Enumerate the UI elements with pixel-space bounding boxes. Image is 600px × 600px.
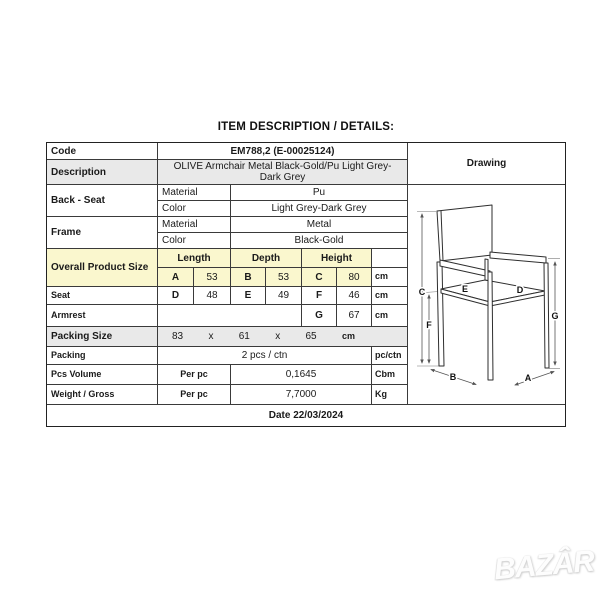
code-label: Code	[47, 143, 157, 159]
dim-label-e: E	[461, 284, 469, 294]
seat-d-key: D	[158, 287, 193, 304]
packing-size-length: 83	[172, 331, 184, 342]
code-value: EM788,2 (E-00025124)	[158, 143, 407, 159]
height-header: Height	[302, 249, 371, 267]
armrest-g-key: G	[302, 305, 336, 326]
drawing-header: Drawing	[408, 143, 565, 184]
depth-header: Depth	[231, 249, 301, 267]
date-row: Date 22/03/2024	[47, 405, 565, 426]
seat-e-value: 49	[266, 287, 301, 304]
seat-unit: cm	[372, 287, 407, 304]
length-header: Length	[158, 249, 230, 267]
seat-label: Seat	[47, 287, 157, 304]
packing-unit: pc/ctn	[372, 347, 407, 364]
dim-label-b: B	[449, 372, 457, 382]
pcs-volume-unit: Cbm	[372, 365, 407, 384]
overall-a-value: 53	[194, 268, 230, 286]
weight-value: 7,7000	[231, 385, 371, 404]
packing-size-value	[158, 327, 407, 346]
back-seat-material-label: Material	[158, 185, 230, 200]
packing-size-height: 65	[305, 331, 317, 342]
back-seat-color-value: Light Grey-Dark Grey	[231, 201, 407, 216]
pcs-volume-per: Per pc	[158, 365, 230, 384]
back-seat-material-value: Pu	[231, 185, 407, 200]
description-value: OLIVE Armchair Metal Black-Gold/Pu Light Grey-Dark Grey	[158, 160, 407, 184]
overall-c-value: 80	[337, 268, 371, 286]
dim-label-f: F	[426, 320, 432, 330]
overall-size-label: Overall Product Size	[47, 249, 157, 286]
packing-label: Packing	[47, 347, 157, 364]
chair-drawing-svg	[408, 185, 565, 404]
item-spec-table	[46, 142, 566, 427]
packing-value: 2 pcs / ctn	[158, 347, 371, 364]
dim-label-a: A	[524, 373, 532, 383]
pcs-volume-value: 0,1645	[231, 365, 371, 384]
chair-drawing	[408, 185, 565, 404]
size-header-spacer	[372, 249, 407, 267]
back-seat-label: Back - Seat	[47, 185, 157, 216]
armrest-g-value: 67	[337, 305, 371, 326]
weight-unit: Kg	[372, 385, 407, 404]
weight-label: Weight / Gross	[47, 385, 157, 404]
seat-d-value: 48	[194, 287, 230, 304]
overall-b-value: 53	[266, 268, 301, 286]
seat-e-key: E	[231, 287, 265, 304]
packing-size-x1: x	[208, 331, 214, 342]
dim-label-d: D	[516, 285, 524, 295]
overall-c-key: C	[302, 268, 336, 286]
frame-color-label: Color	[158, 233, 230, 248]
pcs-volume-label: Pcs Volume	[47, 365, 157, 384]
seat-f-key: F	[302, 287, 336, 304]
packing-size-depth: 61	[238, 331, 250, 342]
page-title: ITEM DESCRIPTION / DETAILS:	[217, 121, 395, 133]
armrest-label: Armrest	[47, 305, 157, 326]
back-seat-color-label: Color	[158, 201, 230, 216]
packing-size-label: Packing Size	[47, 327, 157, 346]
bazar-watermark-logo: BAZÂR	[492, 544, 596, 587]
packing-size-x2: x	[275, 331, 281, 342]
packing-size-unit: cm	[341, 330, 355, 341]
frame-material-label: Material	[158, 217, 230, 232]
frame-material-value: Metal	[231, 217, 407, 232]
overall-unit: cm	[372, 268, 407, 286]
armrest-spacer	[158, 305, 301, 326]
weight-per: Per pc	[158, 385, 230, 404]
dim-label-g: G	[551, 311, 559, 321]
armrest-unit: cm	[372, 305, 407, 326]
frame-label: Frame	[47, 217, 157, 248]
overall-b-key: B	[231, 268, 265, 286]
dim-label-c: C	[418, 287, 426, 297]
frame-color-value: Black-Gold	[231, 233, 407, 248]
description-label: Description	[47, 160, 157, 184]
seat-f-value: 46	[337, 287, 371, 304]
overall-a-key: A	[158, 268, 193, 286]
